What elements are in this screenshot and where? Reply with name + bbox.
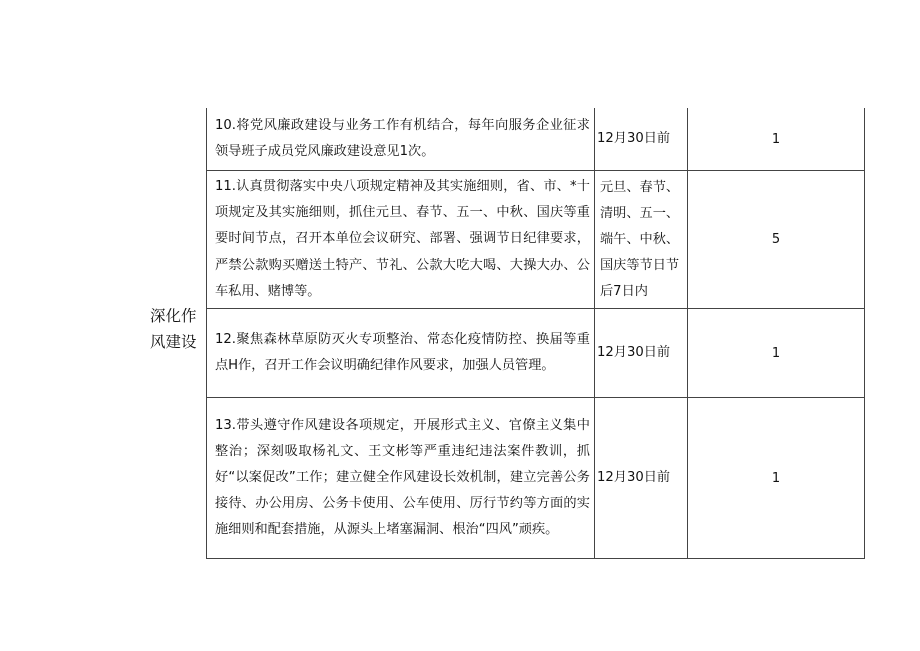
deadline-text: 元旦、春节、清明、五一、端午、中秋、国庆等节日节后7日内 bbox=[600, 179, 680, 299]
table-row bbox=[207, 108, 865, 171]
task-cell: 10.将党风廉政建设与业务工作有机结合，每年向服务企业征求领导班子成员党风廉政建设意见1次。 bbox=[207, 108, 595, 171]
score-cell: 1 bbox=[688, 398, 865, 559]
score-cell: 5 bbox=[688, 171, 865, 309]
score-cell: 1 bbox=[688, 108, 865, 171]
task-cell: 11.认真贯彻落实中央八项规定精神及其实施细则，省、市、*十项规定及其实施细则，抓住元旦、春节、五一、中秋、国庆等重要时间节点，召开本单位会议研究、部署、强调节日纪律要求，严禁公款购买赠送土特产、节礼、公款大吃大喝、大操大办、公车私用、赌博等。 bbox=[207, 171, 595, 309]
category-label bbox=[150, 303, 212, 355]
task-cell: 12.聚焦森林草原防灭火专项整治、常态化疫情防控、换届等重点H作，召开工作会议明确纪律作风要求，加强人员管理。 bbox=[207, 309, 595, 398]
table-row bbox=[207, 309, 865, 398]
table-row bbox=[207, 171, 865, 309]
deadline-cell bbox=[595, 171, 688, 309]
category-label-line1: 深化作 bbox=[150, 307, 197, 325]
table-row bbox=[207, 398, 865, 559]
task-table bbox=[206, 108, 865, 559]
task-cell: 13.带头遵守作风建设各项规定，开展形式主义、官僚主义集中整治；深刻吸取杨礼文、王文彬等严重违纪违法案件教训，抓好“以案促改”工作；建立健全作风建设长效机制，建立完善公务接待、办公用房、公务卡使用、公车使用、厉行节约等方面的实施细则和配套措施，从源头上堵塞漏洞、根治“四风”顽疾。 bbox=[207, 398, 595, 559]
deadline-cell: 12月30日前 bbox=[595, 398, 688, 559]
category-label-line2: 风建设 bbox=[150, 333, 197, 351]
score-cell: 1 bbox=[688, 309, 865, 398]
deadline-cell: 12月30日前 bbox=[595, 108, 688, 171]
deadline-cell: 12月30日前 bbox=[595, 309, 688, 398]
